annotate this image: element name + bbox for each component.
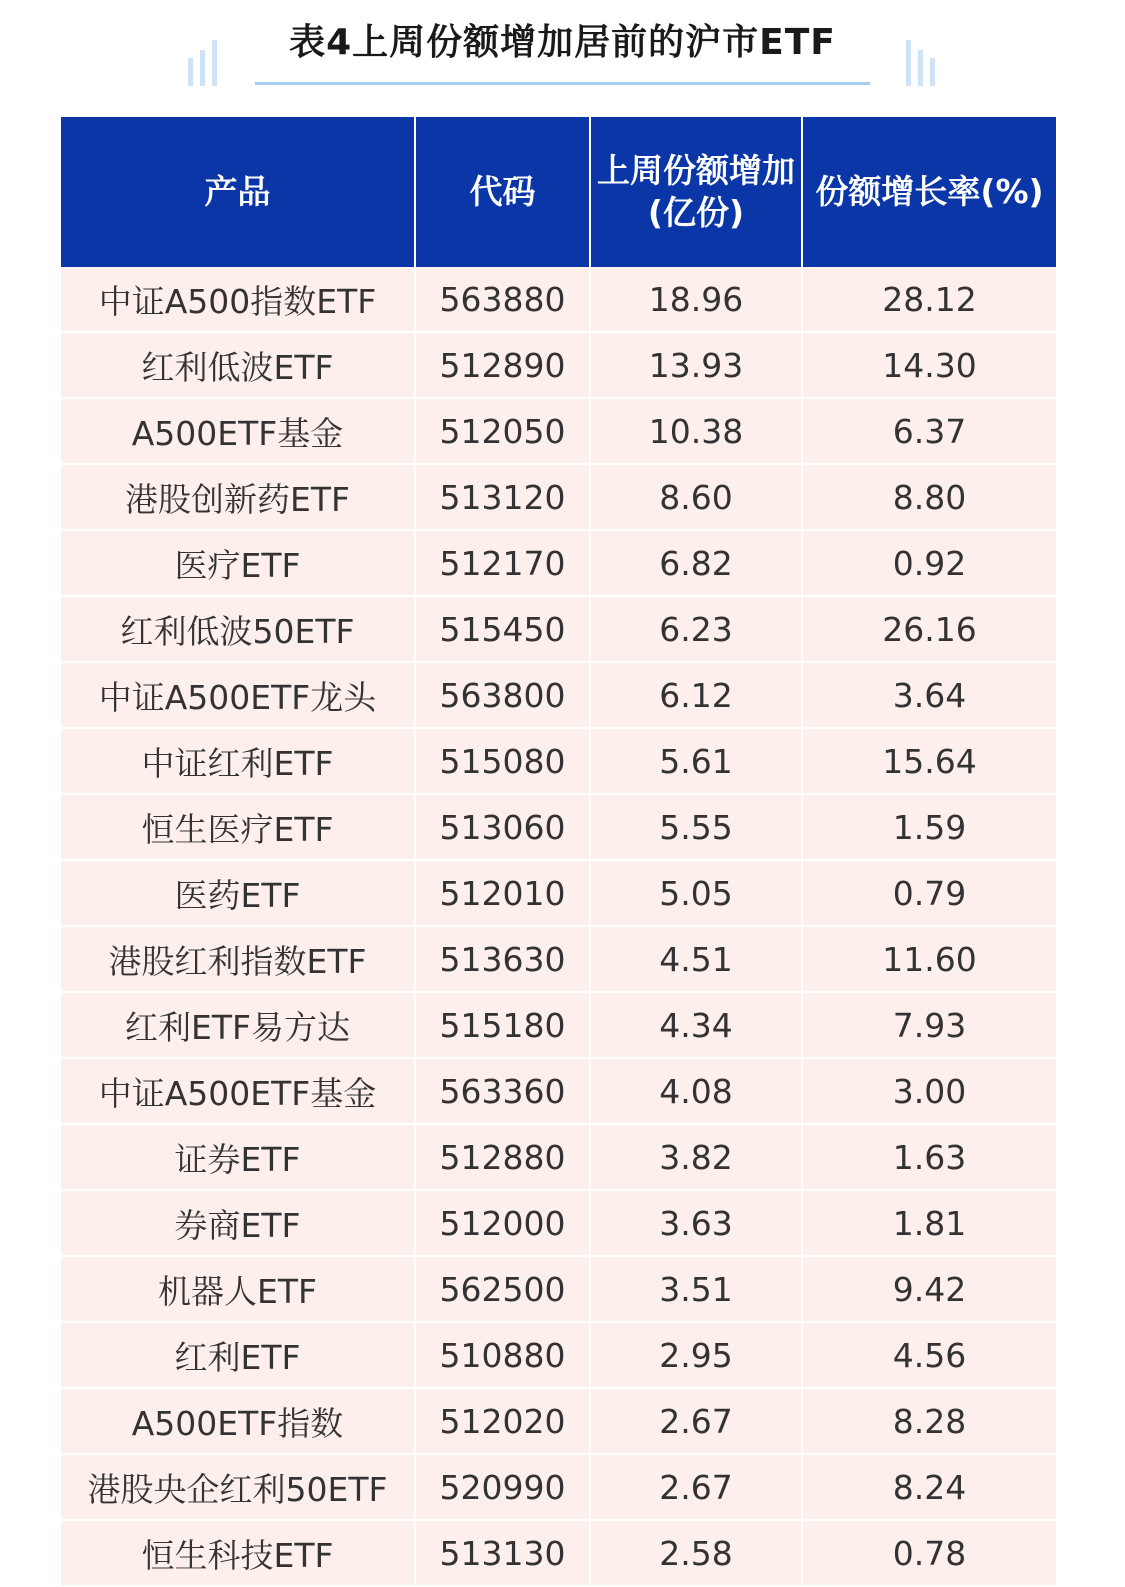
growth-cell: 26.16 <box>802 596 1056 662</box>
increase-cell: 6.82 <box>590 530 802 596</box>
code-cell: 510880 <box>415 1322 590 1388</box>
page-title: 表4上周份额增加居前的沪市ETF <box>289 22 836 63</box>
product-cell: 红利ETF易方达 <box>61 992 415 1058</box>
right-decoration-bar <box>930 58 935 86</box>
increase-cell: 3.82 <box>590 1124 802 1190</box>
code-cell: 515450 <box>415 596 590 662</box>
table-row <box>61 860 1056 926</box>
product-cell: 港股央企红利50ETF <box>61 1454 415 1520</box>
etf-table <box>61 117 1056 1587</box>
product-cell: 红利低波ETF <box>61 332 415 398</box>
growth-cell: 0.78 <box>802 1520 1056 1586</box>
increase-cell: 18.96 <box>590 267 802 332</box>
table-row <box>61 728 1056 794</box>
product-cell: 中证A500指数ETF <box>61 267 415 332</box>
product-cell: A500ETF基金 <box>61 398 415 464</box>
growth-cell: 3.00 <box>802 1058 1056 1124</box>
code-cell: 520990 <box>415 1454 590 1520</box>
code-cell: 563880 <box>415 267 590 332</box>
growth-cell: 28.12 <box>802 267 1056 332</box>
growth-cell: 9.42 <box>802 1256 1056 1322</box>
code-cell: 515080 <box>415 728 590 794</box>
table-row <box>61 662 1056 728</box>
increase-cell: 8.60 <box>590 464 802 530</box>
growth-cell: 0.79 <box>802 860 1056 926</box>
table-header-row <box>61 117 1056 267</box>
product-cell: 中证红利ETF <box>61 728 415 794</box>
code-cell: 512890 <box>415 332 590 398</box>
title-bar <box>0 0 1125 118</box>
code-cell: 512050 <box>415 398 590 464</box>
table-row <box>61 596 1056 662</box>
table-row <box>61 1520 1056 1586</box>
code-cell: 515180 <box>415 992 590 1058</box>
product-cell: 证券ETF <box>61 1124 415 1190</box>
table-row <box>61 1256 1056 1322</box>
table-row <box>61 1454 1056 1520</box>
table-row <box>61 267 1056 332</box>
increase-cell: 2.58 <box>590 1520 802 1586</box>
growth-cell: 6.37 <box>802 398 1056 464</box>
increase-cell: 5.61 <box>590 728 802 794</box>
growth-cell: 0.92 <box>802 530 1056 596</box>
product-cell: 医药ETF <box>61 860 415 926</box>
increase-cell: 2.95 <box>590 1322 802 1388</box>
left-decoration-bar <box>188 58 193 86</box>
left-decoration-bar <box>200 50 205 86</box>
code-cell: 563800 <box>415 662 590 728</box>
left-decoration-bar <box>212 40 217 86</box>
increase-cell: 4.51 <box>590 926 802 992</box>
increase-cell: 5.05 <box>590 860 802 926</box>
table-row <box>61 794 1056 860</box>
growth-cell: 11.60 <box>802 926 1056 992</box>
table-row <box>61 464 1056 530</box>
increase-cell: 6.23 <box>590 596 802 662</box>
code-cell: 512020 <box>415 1388 590 1454</box>
code-cell: 513130 <box>415 1520 590 1586</box>
growth-cell: 1.59 <box>802 794 1056 860</box>
product-cell: 中证A500ETF基金 <box>61 1058 415 1124</box>
growth-cell: 4.56 <box>802 1322 1056 1388</box>
table-row <box>61 530 1056 596</box>
growth-cell: 3.64 <box>802 662 1056 728</box>
product-cell: 券商ETF <box>61 1190 415 1256</box>
table-row <box>61 1058 1056 1124</box>
code-cell: 512170 <box>415 530 590 596</box>
increase-cell: 2.67 <box>590 1454 802 1520</box>
increase-cell: 4.34 <box>590 992 802 1058</box>
increase-cell: 10.38 <box>590 398 802 464</box>
code-cell: 512010 <box>415 860 590 926</box>
table-row <box>61 1190 1056 1256</box>
code-cell: 512000 <box>415 1190 590 1256</box>
header-code: 代码 <box>415 117 590 267</box>
growth-cell: 7.93 <box>802 992 1056 1058</box>
increase-cell: 3.51 <box>590 1256 802 1322</box>
growth-cell: 1.81 <box>802 1190 1056 1256</box>
growth-cell: 8.24 <box>802 1454 1056 1520</box>
table-row <box>61 332 1056 398</box>
product-cell: 港股创新药ETF <box>61 464 415 530</box>
table-row <box>61 992 1056 1058</box>
header-increase-line2: (亿份) <box>647 193 745 232</box>
product-cell: 红利低波50ETF <box>61 596 415 662</box>
header-increase <box>590 117 802 267</box>
increase-cell: 6.12 <box>590 662 802 728</box>
code-cell: 512880 <box>415 1124 590 1190</box>
header-product: 产品 <box>61 117 415 267</box>
growth-cell: 14.30 <box>802 332 1056 398</box>
right-decoration-bar <box>918 50 923 86</box>
increase-cell: 5.55 <box>590 794 802 860</box>
table-row <box>61 1124 1056 1190</box>
growth-cell: 1.63 <box>802 1124 1056 1190</box>
product-cell: A500ETF指数 <box>61 1388 415 1454</box>
increase-cell: 2.67 <box>590 1388 802 1454</box>
right-decoration-bar <box>906 40 911 86</box>
product-cell: 恒生医疗ETF <box>61 794 415 860</box>
code-cell: 513120 <box>415 464 590 530</box>
title-underline <box>255 82 870 85</box>
code-cell: 513630 <box>415 926 590 992</box>
growth-cell: 8.28 <box>802 1388 1056 1454</box>
increase-cell: 4.08 <box>590 1058 802 1124</box>
table-row <box>61 1388 1056 1454</box>
table-body <box>61 267 1056 1586</box>
code-cell: 562500 <box>415 1256 590 1322</box>
product-cell: 机器人ETF <box>61 1256 415 1322</box>
code-cell: 513060 <box>415 794 590 860</box>
growth-cell: 8.80 <box>802 464 1056 530</box>
code-cell: 563360 <box>415 1058 590 1124</box>
increase-cell: 13.93 <box>590 332 802 398</box>
product-cell: 中证A500ETF龙头 <box>61 662 415 728</box>
header-growth: 份额增长率(%) <box>802 117 1056 267</box>
header-increase-line1: 上周份额增加 <box>597 151 795 190</box>
growth-cell: 15.64 <box>802 728 1056 794</box>
table-row <box>61 1322 1056 1388</box>
increase-cell: 3.63 <box>590 1190 802 1256</box>
table-row <box>61 398 1056 464</box>
product-cell: 医疗ETF <box>61 530 415 596</box>
product-cell: 红利ETF <box>61 1322 415 1388</box>
product-cell: 港股红利指数ETF <box>61 926 415 992</box>
table-row <box>61 926 1056 992</box>
product-cell: 恒生科技ETF <box>61 1520 415 1586</box>
